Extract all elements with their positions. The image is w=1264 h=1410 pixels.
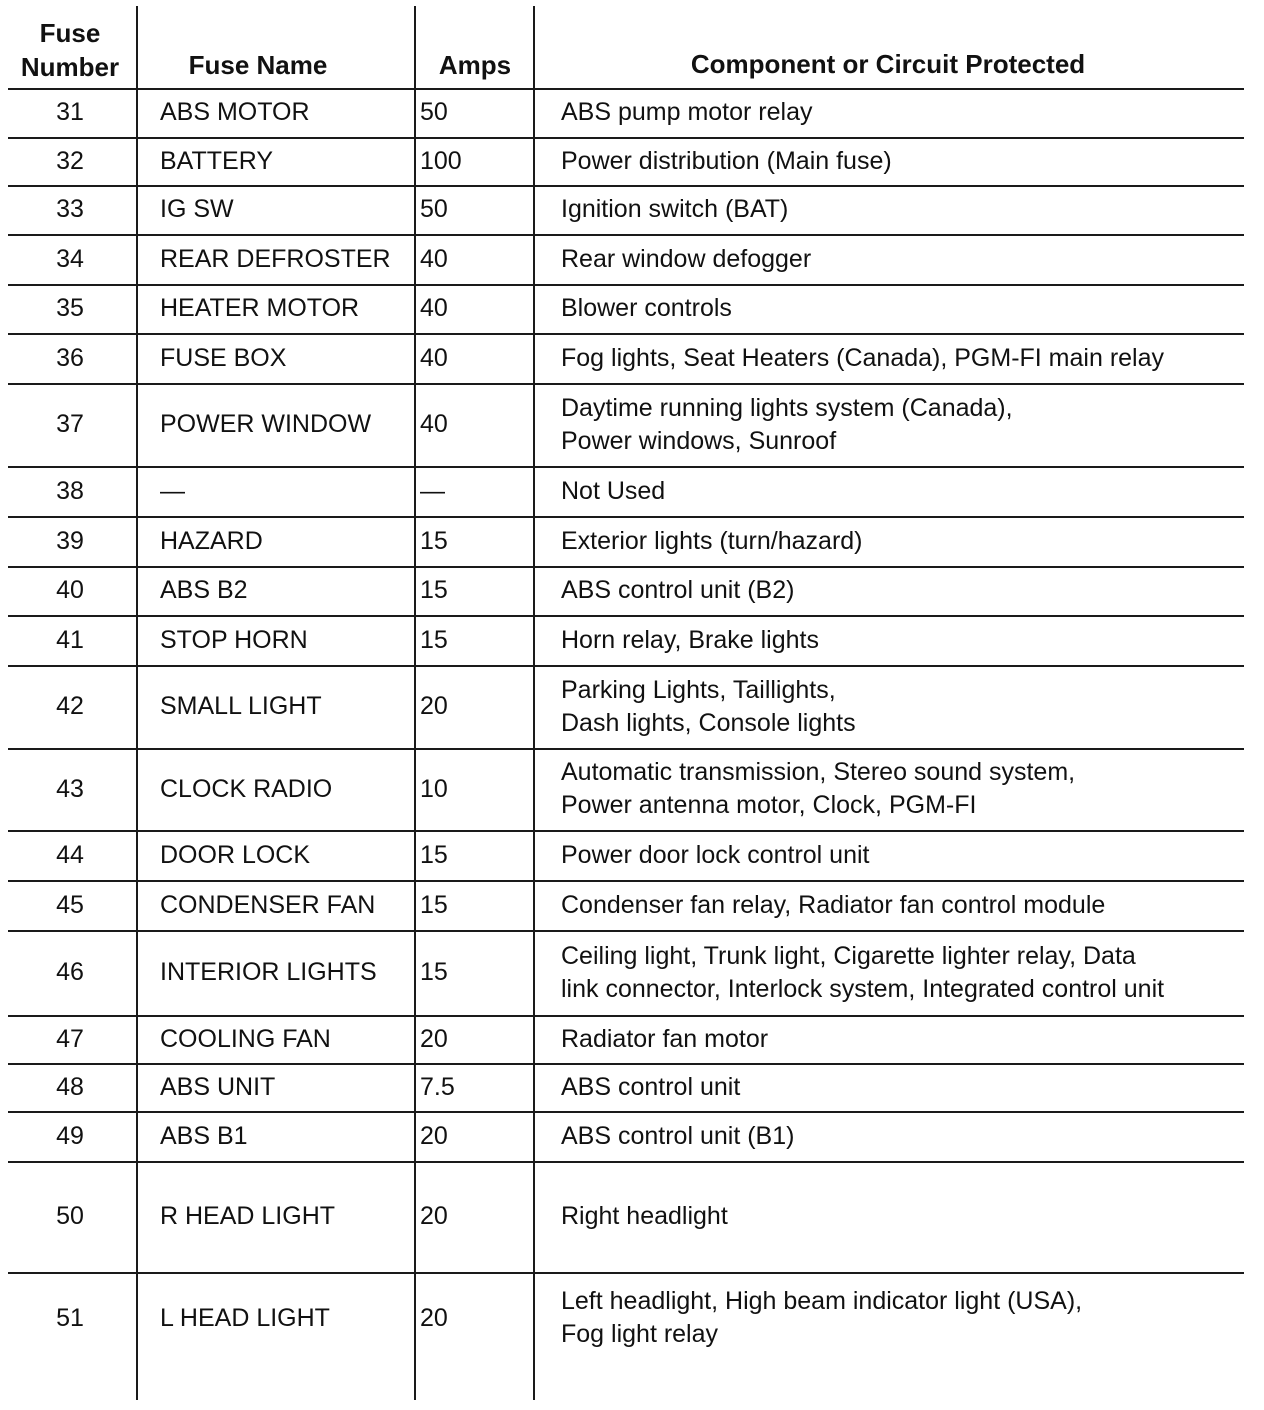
amps-cell: 20 — [420, 1202, 448, 1230]
amps-cell: 15 — [420, 958, 448, 986]
fuse-number-cell: 33 — [56, 195, 84, 223]
row-divider — [8, 1015, 1244, 1017]
fuse-number-cell: 40 — [56, 576, 84, 604]
component-cell: Rear window defogger — [561, 244, 812, 273]
fuse-name-cell: DOOR LOCK — [160, 840, 311, 869]
fuse-number-cell: 46 — [56, 958, 84, 986]
column-divider — [414, 6, 416, 1400]
amps-cell: 15 — [420, 890, 448, 919]
fuse-name-cell: — — [160, 476, 185, 505]
component-cell: ABS control unit — [561, 1072, 741, 1101]
fuse-name-cell: IG SW — [160, 195, 234, 223]
fuse-name-cell: ABS MOTOR — [160, 98, 310, 126]
component-cell: Fog lights, Seat Heaters (Canada), PGM-FI main relay — [561, 343, 1165, 372]
row-divider — [8, 333, 1244, 335]
component-cell: Condenser fan relay, Radiator fan control module — [561, 890, 1106, 919]
fuse-name-cell: COOLING FAN — [160, 1024, 331, 1053]
amps-cell: 50 — [420, 195, 448, 223]
row-divider — [8, 615, 1244, 617]
fuse-number-cell: 48 — [56, 1072, 84, 1101]
amps-cell: 15 — [420, 625, 448, 654]
component-cell: Automatic transmission, Stereo sound system, Power antenna motor, Clock, PGM-FI — [561, 758, 1076, 819]
component-cell: Exterior lights (turn/hazard) — [561, 526, 863, 555]
component-cell: ABS control unit (B1) — [561, 1121, 795, 1150]
amps-cell: 20 — [420, 692, 448, 720]
header-fuse-number: Fuse Number — [20, 18, 120, 82]
amps-cell: 7.5 — [420, 1072, 455, 1101]
component-cell: Horn relay, Brake lights — [561, 625, 819, 654]
amps-cell: 40 — [420, 410, 448, 438]
fuse-number-cell: 51 — [56, 1303, 84, 1332]
fuse-name-cell: ABS B2 — [160, 576, 248, 604]
component-cell: Ignition switch (BAT) — [561, 195, 789, 223]
amps-cell: 10 — [420, 774, 448, 803]
fuse-number-cell: 34 — [56, 244, 84, 273]
header-component: Component or Circuit Protected — [690, 49, 1086, 79]
row-divider — [8, 880, 1244, 882]
row-divider — [8, 1063, 1244, 1065]
amps-cell: 15 — [420, 526, 448, 555]
amps-cell: 40 — [420, 294, 448, 322]
component-cell: Left headlight, High beam indicator light (USA), Fog light relay — [561, 1287, 1083, 1348]
row-divider — [8, 185, 1244, 187]
fuse-number-cell: 47 — [56, 1024, 84, 1053]
fuse-name-cell: HAZARD — [160, 526, 263, 555]
amps-cell: 15 — [420, 576, 448, 604]
amps-cell: 20 — [420, 1121, 448, 1150]
component-cell: Power distribution (Main fuse) — [561, 146, 892, 175]
row-divider — [8, 1272, 1244, 1274]
component-cell: Blower controls — [561, 294, 732, 322]
row-divider — [8, 830, 1244, 832]
component-cell: Ceiling light, Trunk light, Cigarette lighter relay, Data link connector, Interlock system, Integrated control unit — [561, 941, 1165, 1003]
fuse-number-cell: 42 — [56, 692, 84, 720]
row-divider — [8, 234, 1244, 236]
column-divider — [533, 6, 535, 1400]
fuse-name-cell: REAR DEFROSTER — [160, 244, 391, 273]
row-divider — [8, 1111, 1244, 1113]
row-divider — [8, 88, 1244, 90]
fuse-name-cell: FUSE BOX — [160, 343, 287, 372]
amps-cell: 50 — [420, 98, 448, 126]
row-divider — [8, 930, 1244, 932]
amps-cell: 40 — [420, 244, 448, 273]
fuse-number-cell: 31 — [56, 98, 84, 126]
fuse-name-cell: L HEAD LIGHT — [160, 1303, 330, 1332]
fuse-name-cell: HEATER MOTOR — [160, 294, 360, 322]
fuse-number-cell: 49 — [56, 1121, 84, 1150]
fuse-number-cell: 39 — [56, 526, 84, 555]
fuse-number-cell: 37 — [56, 410, 84, 438]
amps-cell: 40 — [420, 343, 448, 372]
amps-cell: 20 — [420, 1024, 448, 1053]
fuse-name-cell: R HEAD LIGHT — [160, 1202, 336, 1230]
header-fuse-name: Fuse Name — [188, 50, 328, 80]
fuse-number-cell: 38 — [56, 476, 84, 505]
fuse-number-cell: 36 — [56, 343, 84, 372]
row-divider — [8, 137, 1244, 139]
component-cell: Radiator fan motor — [561, 1024, 769, 1053]
fuse-name-cell: SMALL LIGHT — [160, 692, 322, 720]
component-cell: ABS control unit (B2) — [561, 576, 795, 604]
fuse-name-cell: POWER WINDOW — [160, 410, 372, 438]
component-cell: Power door lock control unit — [561, 840, 870, 869]
fuse-name-cell: CLOCK RADIO — [160, 774, 333, 803]
row-divider — [8, 1161, 1244, 1163]
fuse-number-cell: 44 — [56, 840, 84, 869]
amps-cell: 15 — [420, 840, 448, 869]
fuse-number-cell: 50 — [56, 1202, 84, 1230]
row-divider — [8, 516, 1244, 518]
component-cell: Parking Lights, Taillights, Dash lights, Console lights — [561, 675, 856, 737]
fuse-number-cell: 35 — [56, 294, 84, 322]
fuse-number-cell: 45 — [56, 890, 84, 919]
fuse-number-cell: 32 — [56, 146, 84, 175]
component-cell: ABS pump motor relay — [561, 98, 813, 126]
fuse-name-cell: INTERIOR LIGHTS — [160, 958, 377, 986]
amps-cell: 20 — [420, 1303, 448, 1332]
amps-cell: 100 — [420, 146, 462, 175]
component-cell: Not Used — [561, 476, 666, 505]
component-cell: Right headlight — [561, 1202, 728, 1230]
column-divider — [136, 6, 138, 1400]
fuse-name-cell: CONDENSER FAN — [160, 890, 376, 919]
fuse-number-cell: 43 — [56, 774, 84, 803]
row-divider — [8, 466, 1244, 468]
row-divider — [8, 383, 1244, 385]
fuse-number-cell: 41 — [56, 625, 84, 654]
row-divider — [8, 284, 1244, 286]
amps-cell: — — [420, 476, 445, 505]
fuse-name-cell: ABS B1 — [160, 1121, 248, 1150]
component-cell: Daytime running lights system (Canada), Power windows, Sunroof — [561, 393, 1013, 455]
row-divider — [8, 566, 1244, 568]
fuse-name-cell: BATTERY — [160, 146, 273, 175]
fuse-name-cell: STOP HORN — [160, 625, 308, 654]
header-amps: Amps — [438, 50, 512, 80]
row-divider — [8, 748, 1244, 750]
row-divider — [8, 665, 1244, 667]
fuse-name-cell: ABS UNIT — [160, 1072, 276, 1101]
